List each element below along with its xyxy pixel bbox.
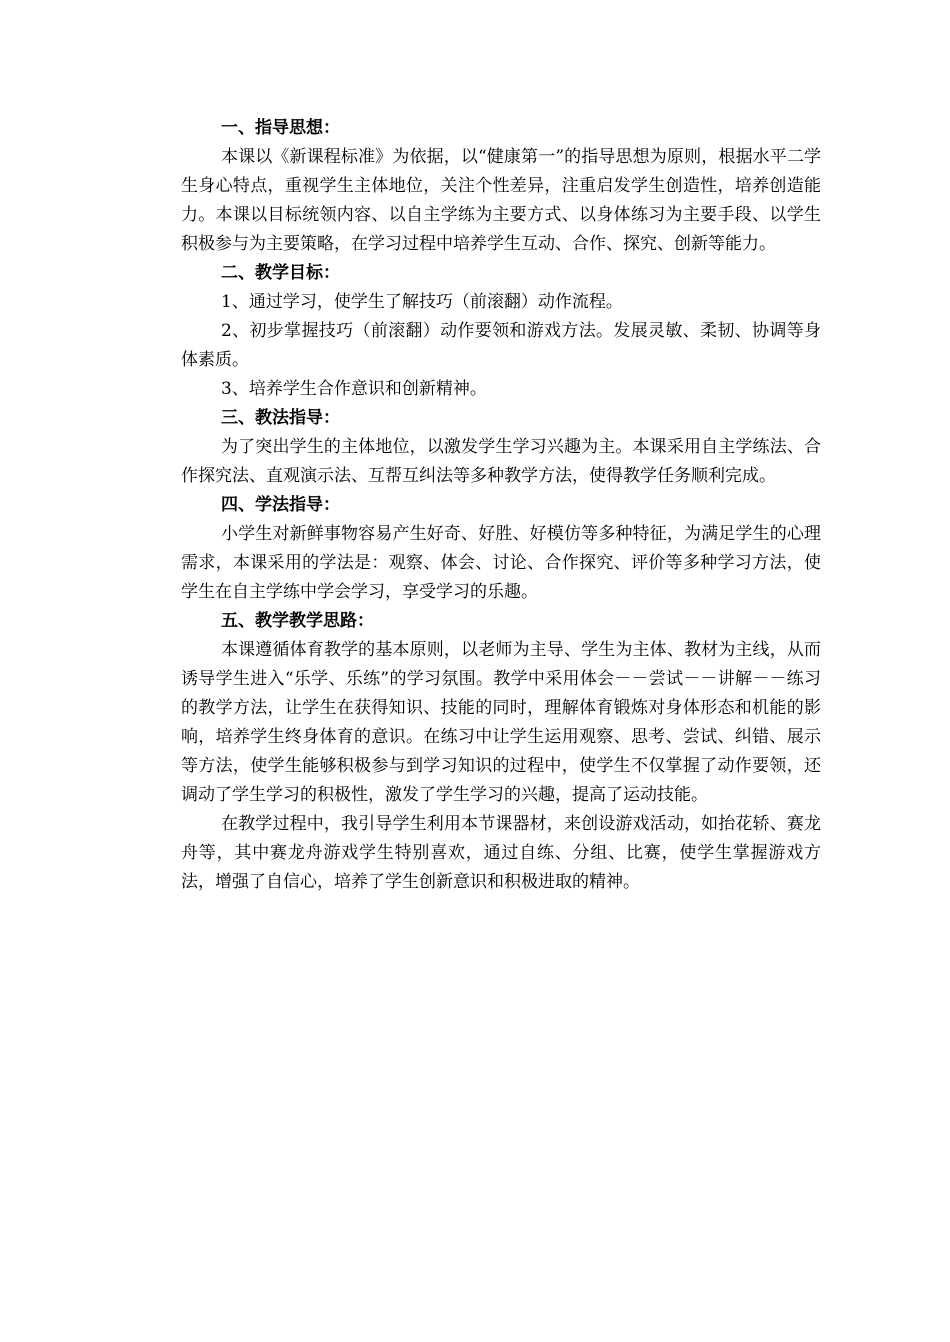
- section-heading-teaching-methods: 三、教法指导：: [221, 408, 340, 428]
- document-body: [181, 114, 821, 897]
- paragraph: 为了突出学生的主体地位，以激发学生学习兴趣为主。本课采用自主学练法、合作探究法、直观演示法、互帮互纠法等多种教学方法，使得教学任务顺利完成。: [181, 437, 821, 486]
- paragraph: 小学生对新鲜事物容易产生好奇、好胜、好模仿等多种特征，为满足学生的心理需求，本课采用的学法是：观察、体会、讨论、合作探究、评价等多种学习方法，使学生在自主学练中学会学习，享受学习的乐趣。: [181, 524, 821, 602]
- section-heading-teaching-approach: 五、教学教学思路：: [221, 611, 374, 631]
- section-heading-learning-methods: 四、学法指导：: [221, 495, 340, 515]
- paragraph: 2、初步掌握技巧（前滚翻）动作要领和游戏方法。发展灵敏、柔韧、协调等身体素质。: [181, 321, 821, 370]
- section-heading-guiding-thought: 一、指导思想：: [221, 118, 340, 138]
- paragraph: 在教学过程中，我引导学生利用本节课器材，来创设游戏活动，如抬花轿、赛龙舟等，其中赛龙舟游戏学生特别喜欢，通过自练、分组、比赛，使学生掌握游戏方法，增强了自信心，培养了学生创新意识和积极进取的精神。: [181, 814, 821, 892]
- section-heading-teaching-goals: 二、教学目标：: [221, 263, 340, 283]
- paragraph: 本课遵循体育教学的基本原则，以老师为主导、学生为主体、教材为主线，从而诱导学生进入“乐学、乐练”的学习氛围。教学中采用体会－－尝试－－讲解－－练习的教学方法，让学生在获得知识、技能的同时，理解体育锻炼对身体形态和机能的影响，培养学生终身体育的意识。在练习中让学生运用观察、思考、尝试、纠错、展示等方法，使学生能够积极参与到学习知识的过程中，使学生不仅掌握了动作要领，还调动了学生学习的积极性，激发了学生学习的兴趣，提高了运动技能。: [181, 640, 821, 805]
- paragraph: 1、通过学习，使学生了解技巧（前滚翻）动作流程。: [221, 292, 623, 312]
- paragraph: 3、培养学生合作意识和创新精神。: [221, 379, 487, 399]
- paragraph: 本课以《新课程标准》为依据，以“健康第一”的指导思想为原则，根据水平二学生身心特点，重视学生主体地位，关注个性差异，注重启发学生创造性，培养创造能力。本课以目标统领内容、以自主学练为主要方式、以身体练习为主要手段、以学生积极参与为主要策略，在学习过程中培养学生互动、合作、探究、创新等能力。: [181, 147, 821, 254]
